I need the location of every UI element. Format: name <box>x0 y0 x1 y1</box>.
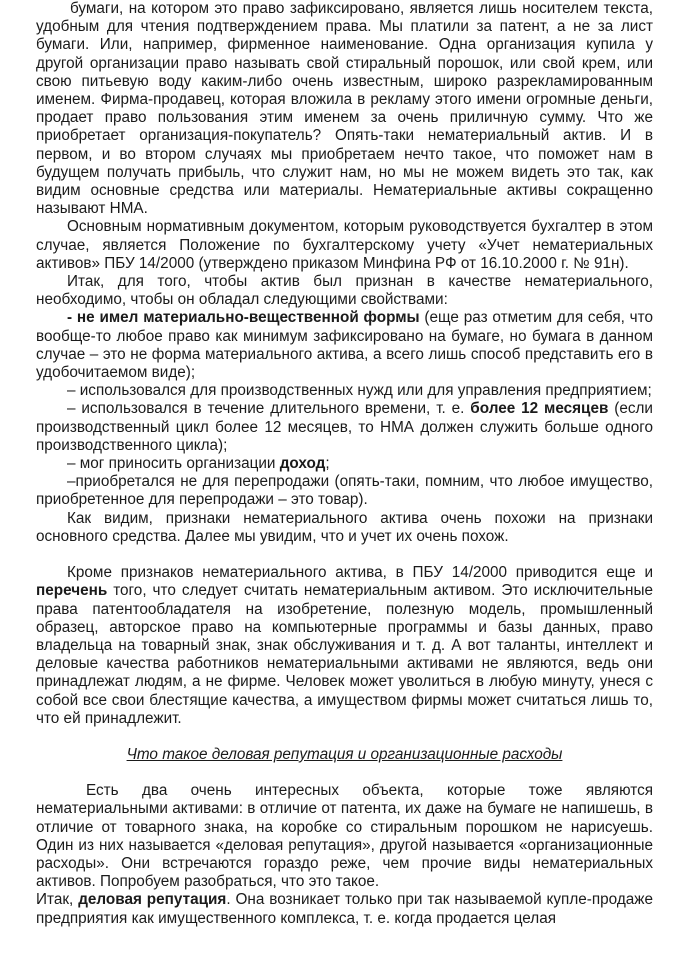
paragraph-intangible-examples <box>36 0 653 218</box>
bold-term: - не имел материально-вещественной формы <box>67 309 420 327</box>
criteria-item-long-term <box>36 400 653 455</box>
paragraph-criteria-intro <box>36 273 653 309</box>
paragraph-text: Итак, <box>36 891 79 909</box>
paragraph-comparison <box>36 510 653 546</box>
item-text: – использовался в течение длительного времени, т. е. <box>67 400 471 418</box>
paragraph-text: . Она возникает только при так называемой купле-продаже предприятия как имущественного комплекса, т. е. когда продается целая <box>36 891 654 927</box>
bold-term: более 12 месяцев <box>470 400 609 418</box>
item-text: –приобретался не для перепродажи (опять-таки, помним, что любое имущество, приобретенное для перепродажи – это товар). <box>36 473 653 509</box>
bold-term: доход <box>279 455 326 473</box>
paragraph-text: Основным нормативным документом, которым руководствуется бухгалтер в этом случае, является Положение по бухгалтерскому учету «Учет нематериальных активов» ПБУ 14/2000 (утверждено приказом Минфина РФ от 16.10.2000 г. № 91н). <box>36 218 653 272</box>
item-text: (если производственный цикл более 12 месяцев, то НМА должен служить больше одного производственного цикла); <box>36 400 653 454</box>
criteria-item-not-for-resale <box>36 473 653 509</box>
paragraph-text: Как видим, признаки нематериального актива очень похожи на признаки основного средства. Далее мы увидим, что и учет их очень похож. <box>36 509 653 545</box>
paragraph-text: Итак, для того, чтобы актив был признан в качестве нематериального, необходимо, чтобы он обладал следующими свойствами: <box>36 273 653 309</box>
item-text: (еще раз отметим для себя, что вообще-то любое право как минимум зафиксировано на бумаге, но бумага в данном случае – это не форма материального актива, а всего лишь способ представить его в удобочитаемом виде); <box>36 309 653 382</box>
item-text: ; <box>325 455 330 473</box>
bold-term: деловая репутация <box>78 891 227 909</box>
criteria-item-no-physical-form <box>36 309 653 382</box>
item-text: – мог приносить организации <box>67 455 280 473</box>
paragraph-text: Кроме признаков нематериального актива, в ПБУ 14/2000 приводится еще и <box>67 564 653 582</box>
paragraph-text: бумаги, на котором это право зафиксировано, является лишь носителем текста, удобным для чтения подтверждением права. Мы платили за патент, а не за лист бумаги. Или, например, фирменное наименование. Одна организация купила у другой организации право называть свой стиральный порошок, или свой крем, или свою питьевую воду каким-либо очень известным, широко разрекламированным именем. Фирма-продавец, которая вложила в рекламу этого имени огромные деньги, продает право пользования этим именем за очень приличную сумму. Что же приобретает организация-покупатель? Опять-таки нематериальный актив. И в первом, и во втором случаях мы приобретаем нечто такое, что поможет нам в будущем получать прибыль, что служит нам, но мы не можем видеть это так, как видим основные средства или материалы. Нематериальные активы сокращенно называют НМА. <box>36 0 653 218</box>
paragraph-list-of-assets <box>36 564 653 728</box>
paragraph-regulation <box>36 218 653 273</box>
section-heading: Что такое деловая репутация и организационные расходы <box>126 745 563 763</box>
paragraph-two-objects <box>36 782 653 891</box>
paragraph-business-reputation <box>36 891 653 927</box>
paragraph-text: Есть два очень интересных объекта, которые тоже являются нематериальными активами: в отличие от патента, их даже на бумаге не напишешь, в отличие от товарного знака, на коробке со стиральным порошком не нарисуешь. Один из них называется «деловая репутация», другой называется «организационные расходы». Они встречаются гораздо реже, чем прочие виды нематериальных активов. Попробуем разобраться, что это такое. <box>36 782 653 891</box>
item-text: – использовался для производственных нужд или для управления предприятием; <box>67 382 652 400</box>
criteria-item-income <box>36 455 653 473</box>
paragraph-text: того, что следует считать нематериальным активом. Это исключительные права патентообладателя на изобретение, полезную модель, промышленный образец, авторское право на компьютерные программы и базы данных, право владельца на товарный знак, знак обслуживания и т. д. А вот таланты, интеллект и деловые качества работников нематериальными активами не являются, ведь они принадлежат людям, а не фирме. Человек может уволиться в любую минуту, унеся с собой все свои блестящие качества, а имуществом фирмы может считаться лишь то, что ей принадлежит. <box>36 582 653 727</box>
bold-term: перечень <box>36 582 108 600</box>
criteria-item-production-use <box>36 382 653 400</box>
